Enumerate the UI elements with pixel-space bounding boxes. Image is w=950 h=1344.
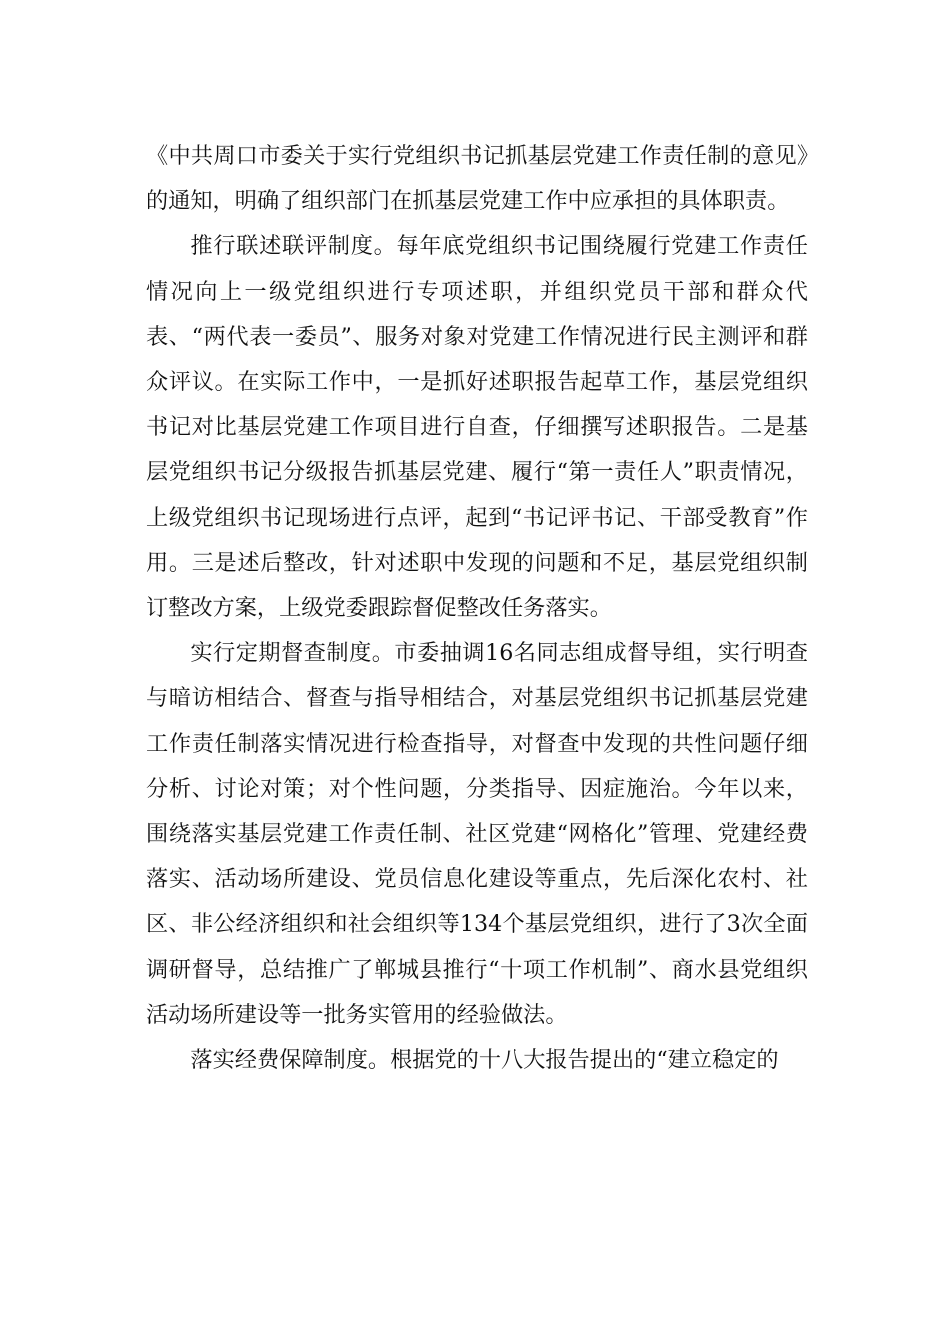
document-body bbox=[146, 134, 808, 1083]
paragraph-continuation: 《中共周口市委关于实行党组织书记抓基层党建工作责任制的意见》的通知，明确了组织部门在抓基层党建工作中应承担的具体职责。 bbox=[146, 143, 808, 215]
paragraph-review-system: 推行联述联评制度。每年底党组织书记围绕履行党建工作责任情况向上一级党组织进行专项述职，并组织党员干部和群众代表、“两代表一委员”、服务对象对党建工作情况进行民主测评和群众评议。在实际工作中，一是抓好述职报告起草工作，基层党组织书记对比基层党建工作项目进行自查，仔细撰写述职报告。二是基层党组织书记分级报告抓基层党建、履行“第一责任人”职责情况，上级党组织书记现场进行点评，起到“书记评书记、干部受教育”作用。三是述后整改，针对述职中发现的问题和不足，基层党组织制订整改方案，上级党委跟踪督促整改任务落实。 bbox=[146, 233, 808, 622]
paragraph-inspection-system: 实行定期督查制度。市委抽调16名同志组成督导组，实行明查与暗访相结合、督查与指导相结合，对基层党组织书记抓基层党建工作责任制落实情况进行检查指导，对督查中发现的共性问题仔细分析、讨论对策；对个性问题，分类指导、因症施治。今年以来，围绕落实基层党建工作责任制、社区党建“网格化”管理、党建经费落实、活动场所建设、党员信息化建设等重点，先后深化农村、社区、非公经济组织和社会组织等134个基层党组织，进行了3次全面调研督导，总结推广了郸城县推行“十项工作机制”、商水县党组织活动场所建设等一批务实管用的经验做法。 bbox=[146, 640, 808, 1028]
paragraph-funding-system: 落实经费保障制度。根据党的十八大报告提出的“建立稳定的 bbox=[190, 1047, 779, 1074]
